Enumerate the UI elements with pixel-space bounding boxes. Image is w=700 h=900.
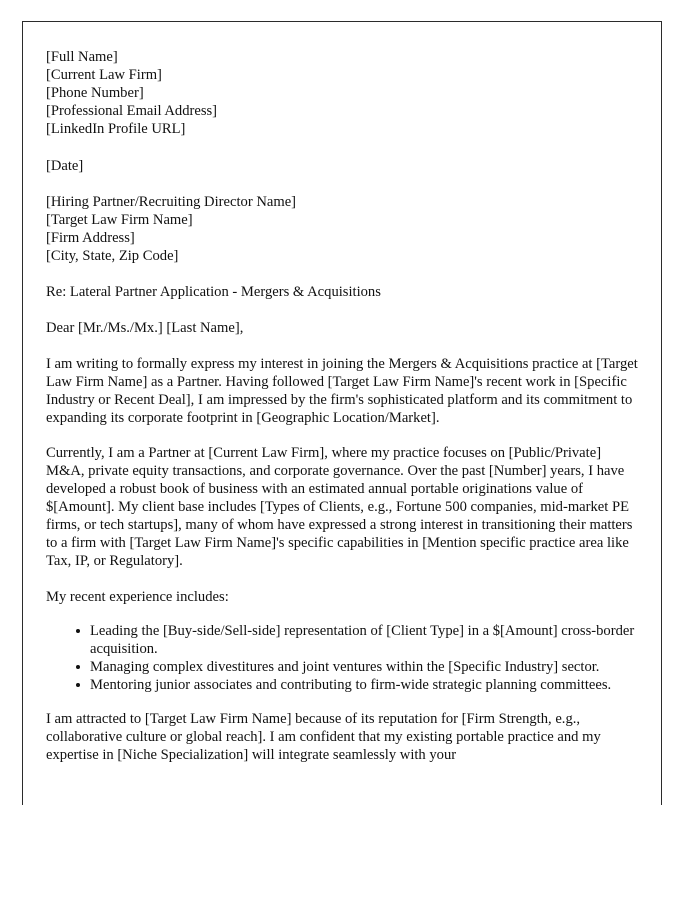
spacer-before-bullets (46, 606, 638, 622)
recipient-city-state-zip: [City, State, Zip Code] (46, 248, 179, 265)
recipient-name: [Hiring Partner/Recruiting Director Name] (46, 193, 297, 210)
spacer-after-salutation (46, 338, 638, 355)
sender-address-block (46, 48, 638, 138)
sender-phone-number: [Phone Number] (46, 85, 144, 102)
body-paragraph-2: Currently, I am a Partner at [Current Law Firm], where my practice focuses on [Public/Private] M&A, private equity transactions, and corporate governance. Over the past [Number] years, I have developed a robust book of business with an estimated annual portable originations value of $[Amount]. My client base includes [Types of Clients, e.g., Fortune 500 companies, mid-market PE firms, or tech startups], many of whom have expressed a strong interest in transitioning their matters to a firm with [Target Law Firm Name]'s specific capabilities in [Mention specific practice area like Tax, IP, or Regulatory]. (46, 444, 633, 570)
bullet-point-icon (76, 665, 80, 669)
sender-linkedin-url: [LinkedIn Profile URL] (46, 121, 186, 138)
sender-full-name: [Full Name] (46, 49, 118, 65)
spacer-after-recipient (46, 265, 638, 283)
list-item (46, 658, 638, 676)
salutation-line: Dear [Mr./Ms./Mx.] [Last Name], (46, 320, 244, 337)
list-item-text: Leading the [Buy-side/Sell-side] representation of [Client Type] in a $[Amount] cross-border acquisition. (90, 622, 635, 657)
spacer-after-date (46, 175, 638, 193)
sender-email-address: [Professional Email Address] (46, 103, 218, 120)
spacer-after-bullets (46, 694, 638, 710)
list-item-text: Managing complex divestitures and joint ventures within the [Specific Industry] sector. (90, 658, 600, 675)
date-block (46, 157, 638, 175)
letter-body (46, 48, 638, 764)
spacer-after-paragraph-2 (46, 571, 638, 588)
recipient-firm-name: [Target Law Firm Name] (46, 211, 193, 228)
spacer-after-sender (46, 138, 638, 156)
recipient-address-block (46, 193, 638, 265)
sender-current-firm: [Current Law Firm] (46, 67, 162, 84)
experience-list-intro: My recent experience includes: (46, 588, 229, 605)
body-paragraph-1: I am writing to formally express my interest in joining the Mergers & Acquisitions practice at [Target Law Firm Name] as a Partner. Having followed [Target Law Firm Name]'s recent work in [Specific Industry or Recent Deal], I am impressed by the firm's sophisticated platform and its commitment to expanding its corporate footprint in [Geographic Location/Market]. (46, 355, 638, 426)
body-paragraph-3: I am attracted to [Target Law Firm Name] because of its reputation for [Firm Strength, e.g., collaborative culture or global reach]. I am confident that my existing portable practice and my expertise in [Niche Specialization] will integrate seamlessly with your (46, 711, 601, 764)
spacer-after-paragraph-1 (46, 427, 638, 444)
date-line: [Date] (46, 157, 84, 174)
recipient-firm-address: [Firm Address] (46, 229, 135, 246)
document-page (22, 21, 662, 805)
list-item-text: Mentoring junior associates and contributing to firm-wide strategic planning committees. (90, 676, 612, 693)
experience-bullet-list (46, 622, 638, 694)
subject-line-block (46, 283, 638, 301)
subject-line: Re: Lateral Partner Application - Mergers & Acquisitions (46, 284, 381, 301)
list-item (46, 676, 638, 694)
list-item (46, 622, 638, 658)
salutation-block (46, 319, 638, 337)
spacer-after-subject (46, 301, 638, 319)
bullet-point-icon (76, 683, 80, 687)
bullet-point-icon (76, 629, 80, 633)
